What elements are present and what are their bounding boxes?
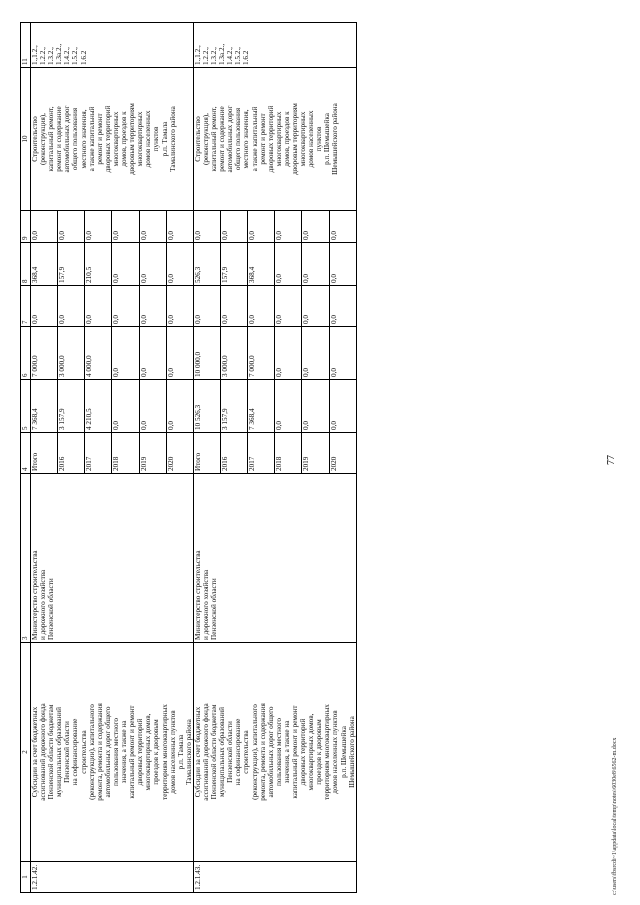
activity-line: дворовым территориям: [291, 103, 299, 175]
col9-cell: 0,0: [275, 211, 302, 243]
executor-cell-line: Пензенской области: [47, 578, 56, 640]
name-cell-line: р.п. Шемышейка: [339, 726, 348, 778]
activity-line: пунктов: [152, 126, 161, 152]
col7-cell: 0,0: [112, 286, 139, 327]
executor-cell-line: и дорожного хозяйства: [39, 569, 48, 640]
activity-line: (реконструкция),: [201, 113, 210, 165]
col7-cell: 0,0: [248, 286, 275, 327]
name-cell-line: домов населенных пунктов: [168, 710, 177, 794]
activity-line: ремонт и ремонт: [258, 113, 267, 165]
name-cell-line: (реконструкции), капитального: [87, 704, 96, 800]
col7-cell: 0,0: [221, 286, 248, 327]
col8-cell: 0,0: [329, 243, 356, 286]
code-cell: 1.2.1.42.: [31, 862, 194, 893]
name-cell-line: ассигнований дорожного фонда: [39, 703, 48, 801]
col6-cell: 3 000,0: [221, 327, 248, 380]
col6-cell: 0,0: [112, 327, 139, 380]
indicators-line: 1.3.2.,: [210, 47, 219, 65]
activity-line: автомобильных дорог: [63, 105, 72, 173]
col6-cell: 7 000,0: [248, 327, 275, 380]
executor-cell-line: Министерство строительства: [193, 550, 202, 640]
name-cell-line: Пензенской области бюджетам: [210, 704, 219, 800]
activity-line: ремонт и ремонт: [95, 113, 104, 165]
activity-line: домов населенных: [307, 110, 316, 168]
name-cell-line: автомобильных дорог общего: [103, 706, 112, 798]
name-cell-line: Шемышейского района: [347, 716, 356, 788]
col5-cell: 7 368,4: [31, 380, 58, 433]
executor-cell-line: Министерство строительства: [31, 550, 39, 640]
col5-cell: 0,0: [302, 380, 329, 433]
name-cell-line: автомобильных дорог общего: [266, 706, 275, 798]
col5-cell: 3 157,9: [58, 380, 85, 433]
activity-line: автомобильных дорог: [226, 105, 235, 173]
header-cell: 10: [21, 68, 31, 211]
name-cell-line: ремонта, ремонта и содержания: [95, 703, 104, 801]
col9-cell: 0,0: [166, 211, 193, 243]
indicators-line: 1.3.2.,: [47, 47, 56, 65]
col8-cell: 0,0: [166, 243, 193, 286]
indicators-line: 1.4.2.,: [63, 47, 72, 65]
name-cell-line: Тамалинского района: [184, 719, 193, 785]
name-cell-line: дворовых территорий: [299, 718, 308, 786]
col8-cell: 157,9: [58, 243, 85, 286]
header-cell: 9: [21, 211, 31, 243]
activity-line: дворовым территориям: [128, 103, 137, 175]
activity-line: пунктов: [315, 126, 324, 152]
header-cell: 6: [21, 327, 31, 380]
col6-cell: 3 000,0: [58, 327, 85, 380]
name-cell-line: капитальный ремонт и ремонт: [291, 705, 299, 799]
executor-cell: [31, 474, 194, 643]
col8-cell: 210,5: [85, 243, 112, 286]
name-cell-line: Пензенской области: [226, 721, 235, 783]
col5-cell: 10 526,3: [193, 380, 220, 433]
header-cell: 5: [21, 380, 31, 433]
header-cell: 3: [21, 474, 31, 643]
indicators-line: 1.5.2.,: [234, 47, 243, 65]
col9-cell: 0,0: [302, 211, 329, 243]
table-row: [193, 23, 220, 893]
indicators-line: 1.,1.2.,: [193, 45, 202, 65]
col8-cell: 368,4: [31, 243, 58, 286]
years-cell: 2016: [58, 433, 85, 474]
activity-line: общего пользования: [234, 107, 243, 171]
name-cell-line: многоквартирных домов,: [307, 713, 316, 791]
col8-cell: 0,0: [112, 243, 139, 286]
activity-line: (реконструкция),: [39, 113, 48, 165]
activity-line: Тамалинского района: [168, 106, 177, 172]
name-cell-line: строительства: [242, 730, 251, 774]
indicators-line: 1.3а.2.,: [55, 43, 64, 65]
years-cell: 2018: [275, 433, 302, 474]
program-table: [20, 22, 357, 893]
name-cell-line: на софинансирование: [234, 718, 243, 786]
activity-line: Шемышейского района: [331, 103, 340, 175]
indicators-line: 1.2.2.,: [201, 47, 210, 65]
name-cell-line: строительства: [79, 730, 88, 774]
col5-cell: 0,0: [112, 380, 139, 433]
col7-cell: 0,0: [193, 286, 220, 327]
name-cell-line: (реконструкции), капитального: [250, 704, 259, 800]
activity-line: капитальный ремонт,: [47, 106, 56, 172]
col5-cell: 0,0: [329, 380, 356, 433]
col8-cell: 526,3: [193, 243, 220, 286]
header-cell: 1: [21, 862, 31, 893]
col7-cell: 0,0: [302, 286, 329, 327]
activity-line: домов, проездов к: [120, 111, 129, 167]
col7-cell: 0,0: [58, 286, 85, 327]
activity-line: многоквартирных: [274, 111, 283, 167]
col5-cell: 4 210,5: [85, 380, 112, 433]
col8-cell: 0,0: [302, 243, 329, 286]
name-cell-line: на софинансирование: [71, 718, 80, 786]
name-cell: [31, 643, 194, 862]
activity-cell: [193, 68, 356, 211]
col9-cell: 0,0: [112, 211, 139, 243]
footer-file-path: c:\users\fbsrcdi~1\appdata\local\temp\notes\6030e8\6562-m.docx: [612, 737, 618, 895]
executor-cell: [193, 474, 356, 643]
activity-line: местного значения,: [79, 109, 88, 169]
activity-line: многоквартирных: [299, 111, 308, 167]
indicators-line: 1.2.2.,: [39, 47, 48, 65]
indicators-line: 1.6.2: [79, 50, 88, 65]
col9-cell: 0,0: [58, 211, 85, 243]
name-cell-line: пользования местного: [274, 718, 283, 786]
col5-cell: 0,0: [275, 380, 302, 433]
table-row: [31, 23, 58, 893]
name-cell-line: муниципальных образований: [218, 707, 227, 798]
name-cell-line: Субсидии за счет бюджетных: [31, 706, 39, 798]
col6-cell: 0,0: [302, 327, 329, 380]
header-cell: 2: [21, 643, 31, 862]
header-cell: 11: [21, 23, 31, 68]
name-cell-line: дворовых территорий: [136, 718, 145, 786]
activity-line: местного значения,: [242, 109, 251, 169]
col5-cell: 7 368,4: [248, 380, 275, 433]
years-cell: Итого: [193, 433, 220, 474]
activity-line: а также капитальный: [87, 106, 96, 172]
table-body: [31, 23, 357, 893]
years-cell: 2019: [139, 433, 166, 474]
code-cell: 1.2.1.43.: [193, 862, 356, 893]
name-cell-line: проездов к дворовым: [152, 719, 161, 785]
col6-cell: 4 000,0: [85, 327, 112, 380]
name-cell-line: ассигнований дорожного фонда: [201, 703, 210, 801]
col9-cell: 0,0: [248, 211, 275, 243]
activity-line: домов населенных: [144, 110, 153, 168]
activity-line: а также капитальный: [250, 106, 259, 172]
indicators-cell: [193, 23, 356, 68]
name-cell-line: капитальный ремонт и ремонт: [128, 705, 137, 799]
activity-cell: [31, 68, 194, 211]
years-cell: Итого: [31, 433, 58, 474]
activity-line: общего пользования: [71, 107, 80, 171]
activity-line: ремонт и содержание: [218, 106, 227, 172]
col7-cell: 0,0: [329, 286, 356, 327]
name-cell-line: территориям многоквартирных: [323, 704, 332, 800]
col5-cell: 0,0: [166, 380, 193, 433]
col9-cell: 0,0: [85, 211, 112, 243]
col7-cell: 0,0: [166, 286, 193, 327]
col7-cell: 0,0: [275, 286, 302, 327]
activity-line: многоквартирных: [111, 111, 120, 167]
name-cell-line: Пензенской области бюджетам: [47, 704, 56, 800]
activity-line: домов, проездов к: [282, 111, 291, 167]
col7-cell: 0,0: [139, 286, 166, 327]
name-cell-line: значения, а также на: [282, 720, 291, 784]
activity-line: ремонт и содержание: [55, 106, 64, 172]
col8-cell: 0,0: [139, 243, 166, 286]
name-cell-line: домов населенных пунктов: [331, 710, 340, 794]
name-cell-line: многоквартирных домов,: [144, 713, 153, 791]
col6-cell: 0,0: [139, 327, 166, 380]
activity-line: капитальный ремонт,: [210, 106, 219, 172]
activity-line: дворовых территорий: [103, 105, 112, 173]
years-cell: 2018: [112, 433, 139, 474]
header-cell: 8: [21, 243, 31, 286]
activity-line: р.п. Тамала: [160, 121, 169, 157]
col8-cell: 157,9: [221, 243, 248, 286]
years-cell: 2020: [166, 433, 193, 474]
col9-cell: 0,0: [221, 211, 248, 243]
activity-line: Строительство: [193, 116, 202, 162]
col5-cell: 3 157,9: [221, 380, 248, 433]
header-cell: 4: [21, 433, 31, 474]
activity-line: Строительство: [31, 116, 39, 162]
activity-line: р.п. Шемышейка: [323, 113, 332, 165]
indicators-line: 1.,1.2.,: [31, 45, 39, 65]
page-number: 77: [606, 455, 617, 465]
executor-cell-line: и дорожного хозяйства: [201, 569, 210, 640]
name-cell-line: муниципальных образований: [55, 707, 64, 798]
activity-line: дворовых территорий: [266, 105, 275, 173]
activity-line: многоквартирных: [136, 111, 145, 167]
name-cell-line: территориям многоквартирных: [160, 704, 169, 800]
indicators-line: 1.4.2.,: [226, 47, 235, 65]
years-cell: 2017: [85, 433, 112, 474]
col8-cell: 368,4: [248, 243, 275, 286]
name-cell-line: проездов к дворовым: [315, 719, 324, 785]
indicators-line: 1.3а.2.,: [218, 43, 227, 65]
name-cell-line: пользования местного: [111, 718, 120, 786]
years-cell: 2017: [248, 433, 275, 474]
name-cell-line: р.п. Тамала: [176, 734, 185, 770]
col6-cell: 10 000,0: [193, 327, 220, 380]
col7-cell: 0,0: [85, 286, 112, 327]
years-cell: 2019: [302, 433, 329, 474]
col6-cell: 0,0: [329, 327, 356, 380]
name-cell: [193, 643, 356, 862]
col6-cell: 0,0: [275, 327, 302, 380]
col6-cell: 0,0: [166, 327, 193, 380]
col9-cell: 0,0: [329, 211, 356, 243]
col6-cell: 7 000,0: [31, 327, 58, 380]
col9-cell: 0,0: [193, 211, 220, 243]
years-cell: 2016: [221, 433, 248, 474]
col5-cell: 0,0: [139, 380, 166, 433]
years-cell: 2020: [329, 433, 356, 474]
name-cell-line: ремонта, ремонта и содержания: [258, 703, 267, 801]
col9-cell: 0,0: [31, 211, 58, 243]
indicators-cell: [31, 23, 194, 68]
header-row: [21, 23, 31, 893]
col9-cell: 0,0: [139, 211, 166, 243]
indicators-line: 1.6.2: [242, 50, 251, 65]
name-cell-line: значения, а также на: [120, 720, 129, 784]
executor-cell-line: Пензенской области: [210, 578, 219, 640]
header-cell: 7: [21, 286, 31, 327]
name-cell-line: Субсидии за счет бюджетных: [193, 706, 202, 798]
name-cell-line: Пензенской области: [63, 721, 72, 783]
col8-cell: 0,0: [275, 243, 302, 286]
indicators-line: 1.5.2.,: [71, 47, 80, 65]
col7-cell: 0,0: [31, 286, 58, 327]
